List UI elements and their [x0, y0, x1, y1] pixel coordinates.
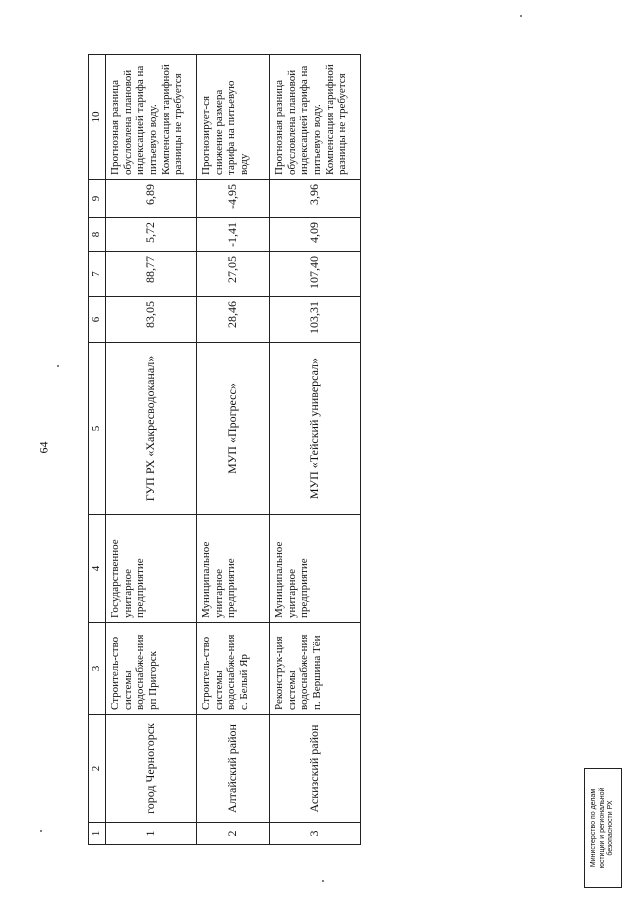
municipality-cell: город Черногорск [106, 715, 197, 823]
ministry-stamp [584, 768, 622, 888]
table-row [197, 55, 270, 845]
stamp-line: безопасности РХ [607, 800, 615, 856]
note-cell: Прогнозная разница обусловлена плановой индексацией тарифа на питьевую воду. Компенсация тарифной разницы не требуется [106, 55, 197, 180]
scan-speck [322, 880, 324, 882]
scan-speck [57, 365, 59, 367]
header-col-5: 5 [89, 343, 106, 515]
value-col-6: 83,05 [106, 297, 197, 343]
header-row [89, 55, 106, 845]
header-col-7: 7 [89, 252, 106, 297]
value-col-8: 5,72 [106, 218, 197, 252]
municipality-cell: Аскизский район [270, 715, 361, 823]
value-col-9: 6,89 [106, 180, 197, 218]
project-cell: Строитель-ство системы водоснабже-ния рп Пригорск [106, 623, 197, 715]
page-number: 64 [36, 441, 51, 454]
header-col-2: 2 [89, 715, 106, 823]
header-col-8: 8 [89, 218, 106, 252]
value-col-8: 4,09 [270, 218, 361, 252]
tariff-table [88, 54, 361, 845]
row-number: 2 [197, 823, 270, 845]
municipality-cell: Алтайский район [197, 715, 270, 823]
project-cell: Реконструк-ция системы водоснабже-ния п. Вершина Тёи [270, 623, 361, 715]
value-col-7: 27,05 [197, 252, 270, 297]
row-number: 3 [270, 823, 361, 845]
value-col-7: 107,40 [270, 252, 361, 297]
value-col-9: 3,96 [270, 180, 361, 218]
stamp-line: юстиции и региональной [598, 787, 606, 869]
stamp-text [585, 769, 621, 887]
scan-speck [40, 830, 42, 832]
note-cell: Прогнозирует-ся снижение размера тарифа на питьевую воду [197, 55, 270, 180]
value-col-8: -1,41 [197, 218, 270, 252]
value-col-6: 103,31 [270, 297, 361, 343]
org-type-cell: Муниципальное унитарное предприятие [197, 515, 270, 623]
row-number: 1 [106, 823, 197, 845]
rotated-table-container [88, 54, 361, 845]
note-cell: Прогнозная разница обусловлена плановой индексацией тарифа на питьевую воду. Компенсация тарифной разницы не требуется [270, 55, 361, 180]
header-col-4: 4 [89, 515, 106, 623]
table-row [270, 55, 361, 845]
org-type-cell: Муниципальное унитарное предприятие [270, 515, 361, 623]
header-col-9: 9 [89, 180, 106, 218]
header-col-6: 6 [89, 297, 106, 343]
organization-cell: МУП «Прогресс» [197, 343, 270, 515]
project-cell: Строитель-ство системы водоснабже-ния с. Белый Яр [197, 623, 270, 715]
org-type-cell: Государственное унитарное предприятие [106, 515, 197, 623]
scan-speck [520, 15, 522, 17]
stamp-line: Министерство по делам [590, 788, 598, 868]
value-col-6: 28,46 [197, 297, 270, 343]
value-col-7: 88,77 [106, 252, 197, 297]
organization-cell: ГУП РХ «Хакресводоканал» [106, 343, 197, 515]
header-col-3: 3 [89, 623, 106, 715]
value-col-9: -4,95 [197, 180, 270, 218]
table-row [106, 55, 197, 845]
header-col-1: 1 [89, 823, 106, 845]
header-col-10: 10 [89, 55, 106, 180]
organization-cell: МУП «Тейский универсал» [270, 343, 361, 515]
